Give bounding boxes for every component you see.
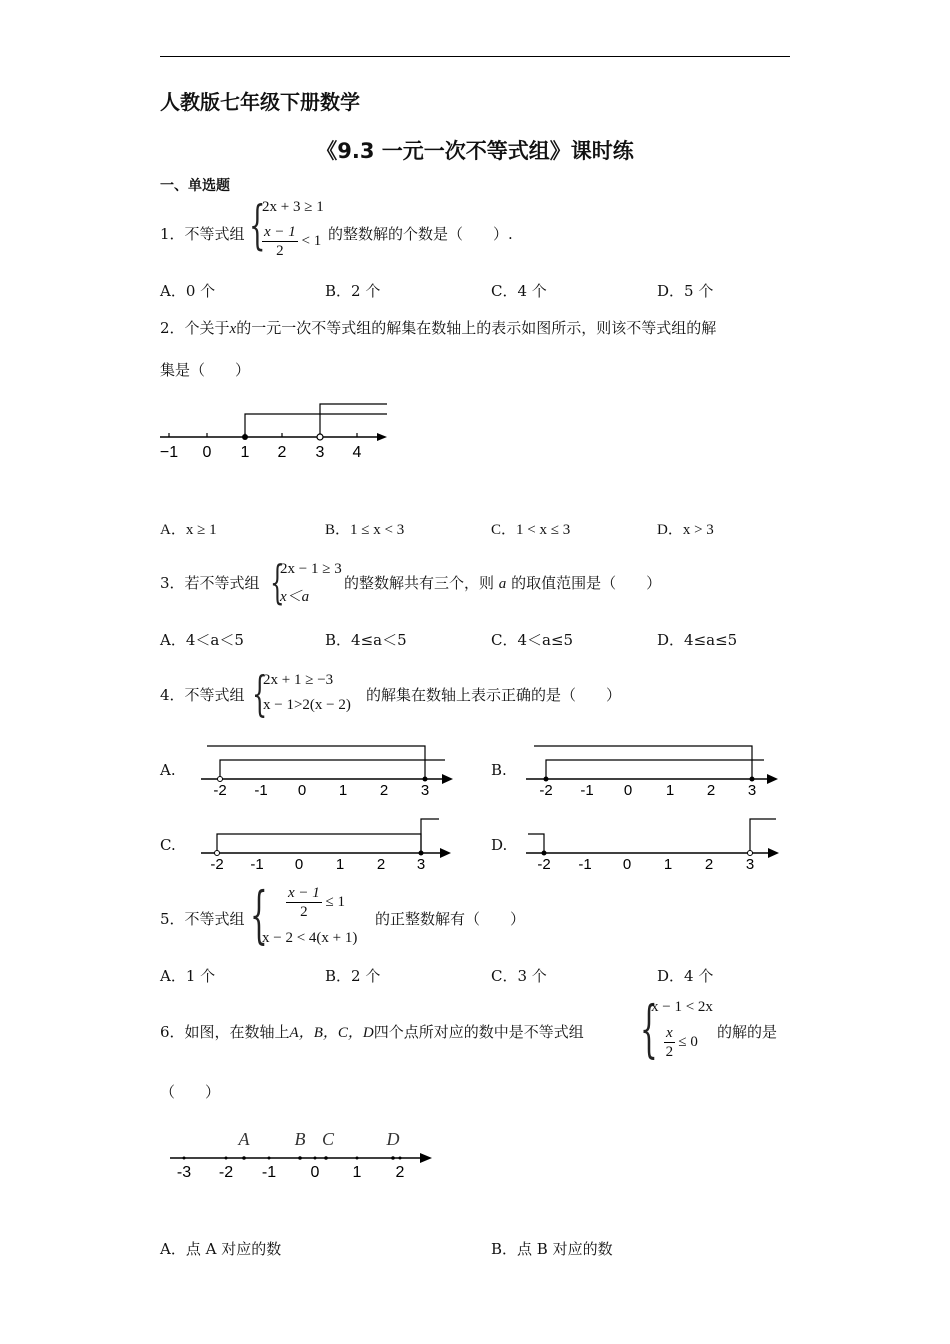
section-heading: 一、单选题 xyxy=(160,178,230,194)
q4b-label: 0 xyxy=(623,782,633,799)
q6-mid: 四个点所对应的数中是不等式组 xyxy=(373,1023,584,1041)
q2-ray-from-3 xyxy=(320,404,387,437)
q4-ineq2: x − 1>2(x − 2) xyxy=(263,697,351,713)
q6-point-b xyxy=(298,1156,302,1160)
q4a-label: 1 xyxy=(338,782,348,799)
q6-frac-num: x xyxy=(666,1025,673,1041)
q4c-label: -2 xyxy=(210,856,224,873)
q6-rhs: ≤ 0 xyxy=(678,1033,698,1050)
q4b-label: 1 xyxy=(665,782,675,799)
q1-tail: 的整数解的个数是（ ）. xyxy=(328,225,513,243)
q6-line1 xyxy=(160,1022,584,1043)
q2-arrow xyxy=(377,433,387,441)
q6-tick xyxy=(183,1157,186,1160)
q4-letter-a: A. xyxy=(160,761,176,779)
q6-label-d: D xyxy=(386,1129,400,1149)
q4d-arrow xyxy=(768,848,779,858)
q3-tail-line xyxy=(344,573,661,594)
q6-ineq1: x − 1 < 2x xyxy=(651,999,713,1015)
q5-frac-den: 2 xyxy=(300,904,308,920)
q6-label-c: C xyxy=(321,1129,335,1149)
q6-tick xyxy=(268,1157,271,1160)
q4b-label: 2 xyxy=(706,782,716,799)
q6-point-c xyxy=(324,1156,328,1160)
q4a-label: -1 xyxy=(254,782,268,799)
q1-option-b: B．2 个 xyxy=(325,282,381,300)
q3-option-a: A．4＜a＜5 xyxy=(160,631,244,649)
q3-tail: 的整数解共有三个，则 xyxy=(344,574,495,592)
q4a-ray-upper xyxy=(207,746,425,779)
q1-frac xyxy=(262,223,321,260)
q5-frac-num: x − 1 xyxy=(288,885,320,901)
q4b-label: 3 xyxy=(747,782,757,799)
q5-ineq2: x − 2 < 4(x + 1) xyxy=(262,930,358,946)
q2-option-d: D．x > 3 xyxy=(657,522,714,538)
q6-tail: 的解的是 xyxy=(717,1023,778,1041)
q5-tail: 的正整数解有（ ） xyxy=(375,910,526,928)
top-rule xyxy=(160,56,790,57)
q4b-dot-right xyxy=(750,777,755,782)
q4b-ray-lower xyxy=(546,760,764,779)
q3-ineq2: x＜a xyxy=(280,589,310,605)
q6-frac-den: 2 xyxy=(665,1044,674,1060)
q2-option-c: C．1 < x ≤ 3 xyxy=(491,522,571,538)
q6-label-b: B xyxy=(294,1129,306,1149)
q6-axis-label: 1 xyxy=(352,1164,362,1181)
q2-option-b: B．1 ≤ x < 3 xyxy=(325,522,405,538)
q4d-label: 1 xyxy=(663,856,673,873)
q6-point-d xyxy=(391,1156,395,1160)
q3-brace: { xyxy=(270,555,285,609)
q5-option-a: A．1 个 xyxy=(160,967,216,985)
q6-tick xyxy=(399,1157,402,1160)
q1-ineq1: 2x + 3 ≥ 1 xyxy=(262,199,324,215)
q2-var: x xyxy=(229,321,237,337)
q5-option-b: B．2 个 xyxy=(325,967,381,985)
q4a-label: 2 xyxy=(379,782,389,799)
q4-option-d-number-line xyxy=(520,812,785,874)
q6-label-a: A xyxy=(238,1129,250,1149)
q4a-label: 0 xyxy=(297,782,307,799)
q2-line2: 集是（ ） xyxy=(160,361,251,379)
q4d-label: 2 xyxy=(704,856,714,873)
q2-label: 1 xyxy=(240,444,250,461)
document-subtitle: 《9.3 一元一次不等式组》课时练 xyxy=(316,139,634,163)
q6-number-line xyxy=(160,1125,440,1185)
q6-point-a xyxy=(242,1156,246,1160)
q4d-dot-right xyxy=(748,851,753,856)
q6-tick xyxy=(356,1157,359,1160)
q1-option-c: C．4 个 xyxy=(491,282,547,300)
q4a-label: -2 xyxy=(213,782,227,799)
q4d-dot-left xyxy=(542,851,547,856)
q4c-arrow xyxy=(440,848,451,858)
q2-label: 2 xyxy=(277,444,287,461)
q3-option-d: D．4≤a≤5 xyxy=(657,631,738,649)
q4c-label: 1 xyxy=(335,856,345,873)
q2-open-dot xyxy=(317,434,323,440)
q3-ineq1: 2x − 1 ≥ 3 xyxy=(280,561,342,577)
q4-letter-c: C. xyxy=(160,836,176,854)
q4d-ray-right xyxy=(750,819,776,853)
q6-option-a: A．点 A 对应的数 xyxy=(160,1240,282,1258)
q4a-ray-lower xyxy=(220,760,445,779)
q4-option-c-number-line xyxy=(195,812,460,874)
q6-arrow xyxy=(420,1153,432,1163)
q4d-label: -2 xyxy=(537,856,551,873)
q6-tick xyxy=(225,1157,228,1160)
q4b-arrow xyxy=(767,774,778,784)
q2-ray-from-1 xyxy=(245,414,387,437)
q4-letter-b: B. xyxy=(491,761,507,779)
q6-line2: （ ） xyxy=(160,1083,221,1101)
q3-option-c: C．4＜a≤5 xyxy=(491,631,574,649)
q4c-dot-right xyxy=(419,851,424,856)
q2-label: 0 xyxy=(202,444,212,461)
q4b-label: -2 xyxy=(539,782,553,799)
q3-option-b: B．4≤a＜5 xyxy=(325,631,407,649)
q4c-ray-right xyxy=(421,819,439,853)
q2-line1-a: 2．个关于 xyxy=(160,319,230,337)
q5-frac xyxy=(286,884,345,921)
q6-axis-label: 2 xyxy=(395,1164,405,1181)
q4c-dot-left xyxy=(215,851,220,856)
q4d-label: 0 xyxy=(622,856,632,873)
q4a-arrow xyxy=(442,774,453,784)
q6-axis-label: 0 xyxy=(310,1164,320,1181)
q1-option-a: A．0 个 xyxy=(160,282,216,300)
q1-frac-den: 2 xyxy=(276,243,284,259)
q4c-label: 2 xyxy=(376,856,386,873)
q2-label: 3 xyxy=(315,444,325,461)
q4b-ray-upper xyxy=(534,746,752,779)
q1-option-d: D．5 个 xyxy=(657,282,714,300)
q2-number-line xyxy=(155,398,395,464)
q4-option-a-number-line xyxy=(195,738,460,800)
q4d-label: 3 xyxy=(745,856,755,873)
q4c-label: -1 xyxy=(250,856,264,873)
q6-axis-label: -2 xyxy=(218,1164,234,1181)
q6-brace: { xyxy=(640,992,658,1065)
q2-solid-dot xyxy=(242,434,248,440)
q4d-ray-left xyxy=(528,834,544,853)
q6-option-b: B．点 B 对应的数 xyxy=(491,1240,613,1258)
q1-lead: 1．不等式组 xyxy=(160,225,245,243)
q6-axis-label: -1 xyxy=(261,1164,277,1181)
q4-tail: 的解集在数轴上表示正确的是（ ） xyxy=(366,686,622,704)
q4c-bracket xyxy=(217,834,421,853)
q1-rhs: < 1 xyxy=(301,232,322,249)
q4a-dot-right xyxy=(423,777,428,782)
q4d-label: -1 xyxy=(578,856,592,873)
q1-brace: { xyxy=(249,196,266,256)
q4-letter-d: D. xyxy=(491,836,508,854)
q4-ineq1: 2x + 1 ≥ −3 xyxy=(263,672,334,688)
q4c-label: 0 xyxy=(294,856,304,873)
q4a-dot-left xyxy=(218,777,223,782)
q6-frac xyxy=(664,1024,698,1061)
q2-option-a: A．x ≥ 1 xyxy=(160,522,217,538)
q6-points: A，B，C，D xyxy=(289,1025,374,1041)
q3-tail2: 的取值范围是（ ） xyxy=(511,574,662,592)
q3-lead: 3．若不等式组 xyxy=(160,574,260,592)
q4a-label: 3 xyxy=(420,782,430,799)
q4-brace: { xyxy=(252,666,268,722)
q4c-label: 3 xyxy=(416,856,426,873)
q1-frac-num: x − 1 xyxy=(264,224,296,240)
q5-rhs: ≤ 1 xyxy=(325,893,346,910)
q5-option-c: C．3 个 xyxy=(491,967,547,985)
q2-line1-b: 的一元一次不等式组的解集在数轴上的表示如图所示，则该不等式组的解 xyxy=(236,319,717,337)
q5-option-d: D．4 个 xyxy=(657,967,714,985)
q2-label: −1 xyxy=(159,444,179,461)
q6-axis-label: -3 xyxy=(176,1164,192,1181)
q4-option-b-number-line xyxy=(520,738,785,800)
document-title: 人教版七年级下册数学 xyxy=(160,90,360,114)
q4-lead: 4．不等式组 xyxy=(160,686,245,704)
q4b-label: -1 xyxy=(580,782,594,799)
q5-brace: { xyxy=(250,878,268,951)
q2-label: 4 xyxy=(352,444,362,461)
q4b-dot-left xyxy=(544,777,549,782)
q6-lead: 6．如图，在数轴上 xyxy=(160,1023,290,1041)
q5-lead: 5．不等式组 xyxy=(160,910,245,928)
q3-var: a xyxy=(498,576,507,592)
q6-tick xyxy=(314,1157,317,1160)
q2-line1 xyxy=(160,318,716,339)
